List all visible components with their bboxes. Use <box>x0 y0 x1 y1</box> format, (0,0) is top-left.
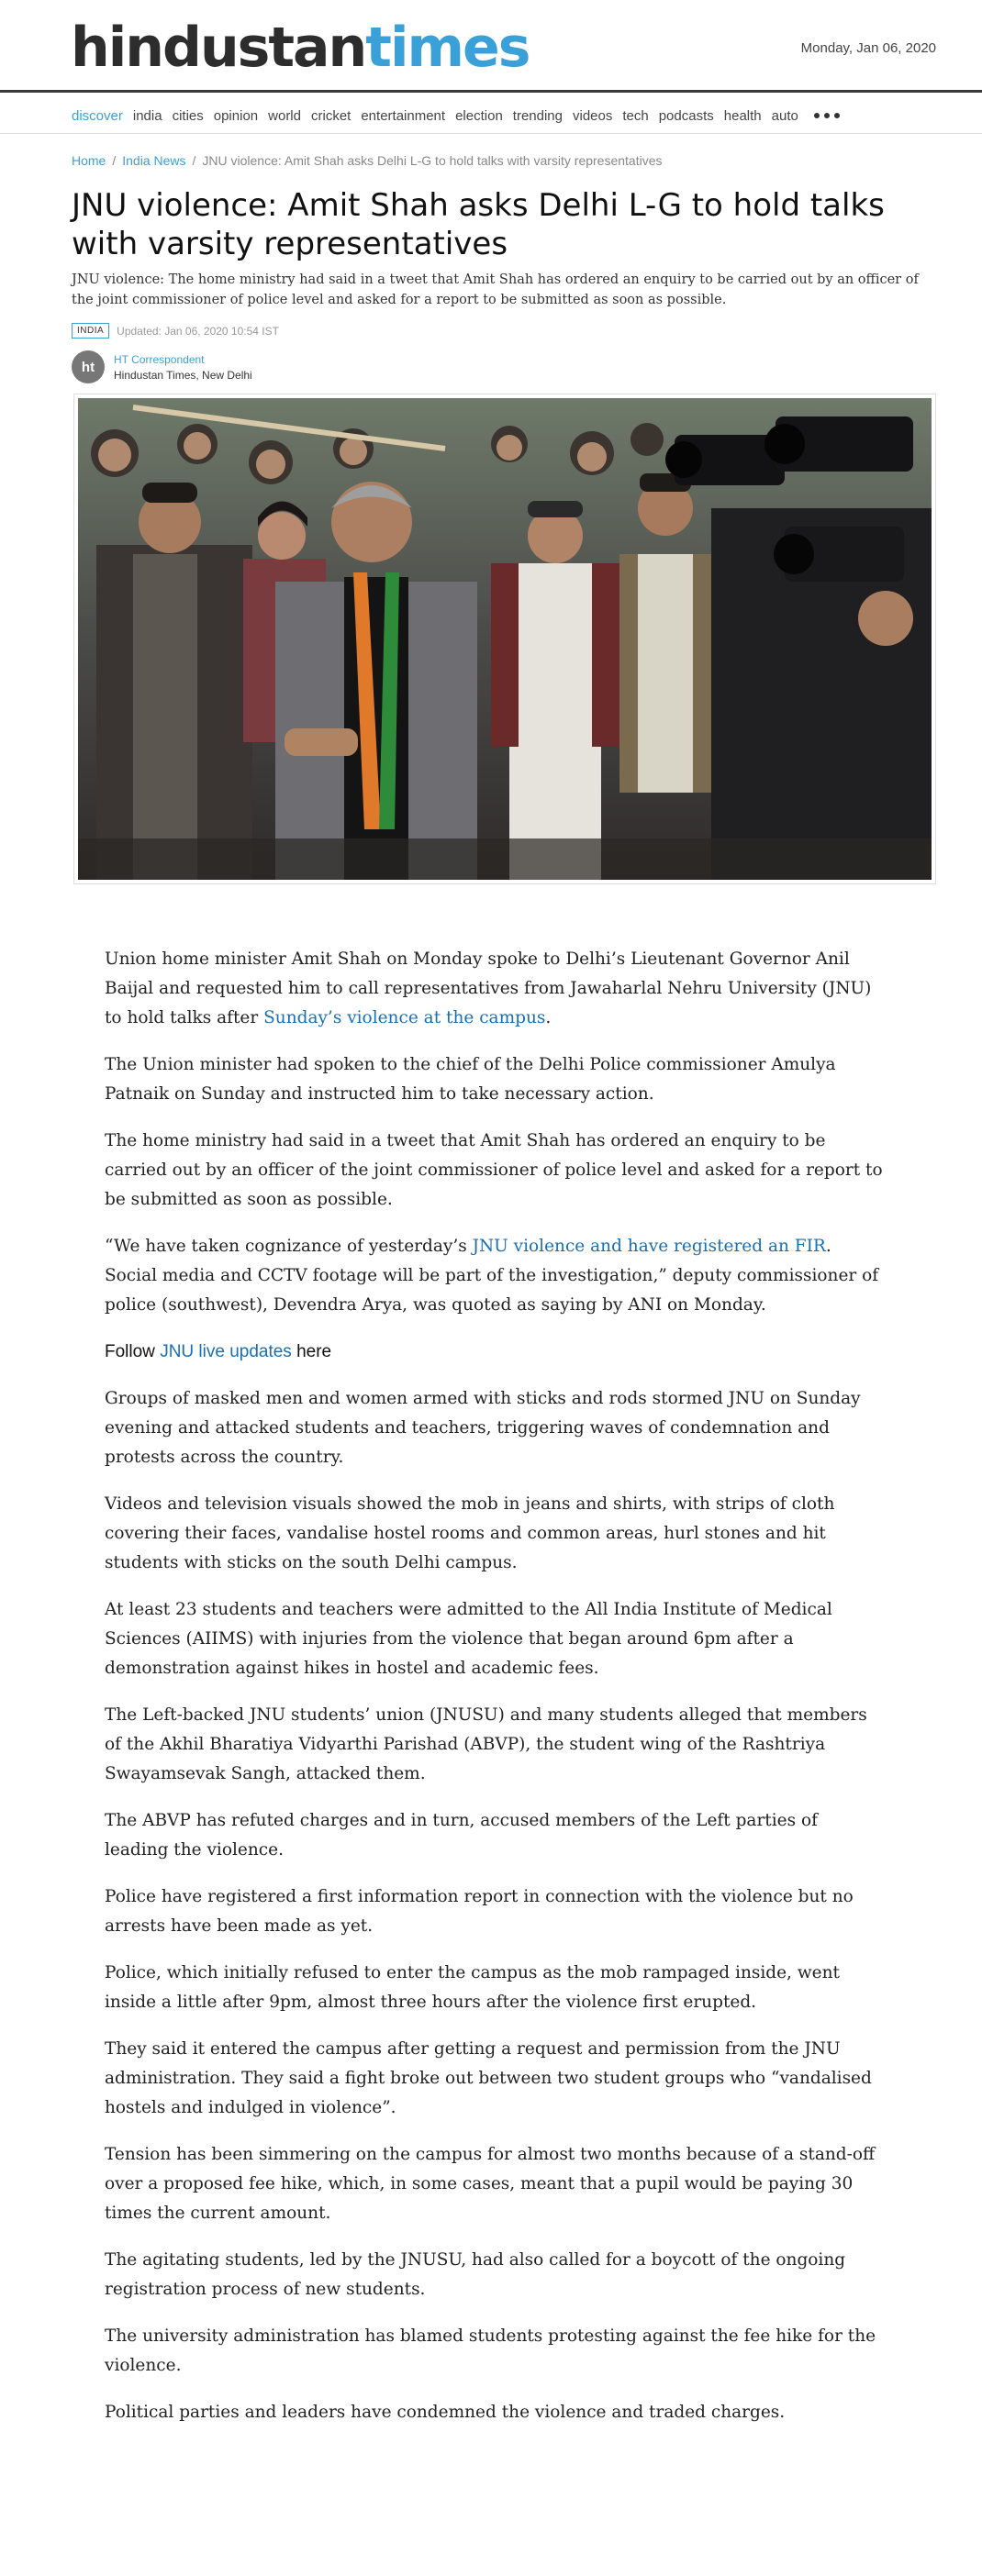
article-summary: JNU violence: The home ministry had said in a tweet that Amit Shah has ordered an enquiry to be carried out by an officer of the joint commissioner of police level and asked for a report to be submitted as soon as possible. <box>72 272 919 307</box>
nav-item-cricket[interactable]: cricket <box>311 107 352 124</box>
breadcrumb-home[interactable]: Home <box>72 153 106 168</box>
follow-live-updates: Follow JNU live updates here <box>105 1342 332 1361</box>
breadcrumb-separator: / <box>192 153 196 168</box>
inline-link-fir[interactable]: JNU violence and have registered an FIR <box>472 1237 826 1256</box>
site-logo[interactable] <box>71 16 530 80</box>
paragraph: Political parties and leaders have condemned the violence and traded charges. <box>105 2403 786 2422</box>
article-photo <box>73 394 936 884</box>
nav-item-world[interactable]: world <box>268 107 301 124</box>
paragraph: Videos and television visuals showed the mob in jeans and shirts, with strips of cloth covering their faces, vandalise hostel rooms and common areas, hurl stones and hit students with sticks on the south Delhi campus. <box>105 1494 835 1572</box>
inline-link-live-updates[interactable]: JNU live updates <box>160 1342 292 1361</box>
paragraph: Police, which initially refused to enter the campus as the mob rampaged inside, went inside a little after 9pm, almost three hours after the violence first erupted. <box>105 1963 840 2012</box>
nav-item-trending[interactable]: trending <box>512 107 563 124</box>
nav-item-election[interactable]: election <box>455 107 503 124</box>
paragraph: “We have taken cognizance of yesterday’s JNU violence and have registered an FIR. Social media and CCTV footage will be part of the investigation,” deputy commissioner of police (southwest), Devendra Arya, was quoted as saying by ANI on Monday. <box>105 1237 879 1315</box>
nav-item-opinion[interactable]: opinion <box>213 107 259 124</box>
nav-item-india[interactable]: india <box>132 107 162 124</box>
site-header <box>0 0 982 93</box>
paragraph: Groups of masked men and women armed with sticks and rods stormed JNU on Sunday evening and attacked students and teachers, triggering waves of condemnation and protests across the country. <box>105 1389 861 1467</box>
nav-item-auto[interactable]: auto <box>771 107 798 124</box>
breadcrumb <box>72 153 663 168</box>
paragraph: The home ministry had said in a tweet that Amit Shah has ordered an enquiry to be carried out by an officer of the joint commissioner of police level and asked for a report to be submitted as soon as possible. <box>105 1131 883 1209</box>
nav-item-podcasts[interactable]: podcasts <box>658 107 714 124</box>
paragraph: The agitating students, led by the JNUSU, had also called for a boycott of the ongoing registration process of new students. <box>105 2250 846 2299</box>
breadcrumb-current: JNU violence: Amit Shah asks Delhi L-G to hold talks with varsity representatives <box>202 153 663 168</box>
logo-part-times: times <box>365 16 530 80</box>
article-headline: JNU violence: Amit Shah asks Delhi L-G to hold talks with varsity representatives <box>72 187 885 262</box>
paragraph: The university administration has blamed students protesting against the fee hike for the violence. <box>105 2326 876 2375</box>
nav-item-discover[interactable]: discover <box>72 107 123 124</box>
author-location: Hindustan Times, New Delhi <box>114 368 252 382</box>
paragraph: The Union minister had spoken to the chief of the Delhi Police commissioner Amulya Patnaik on Sunday and instructed him to take necessary action. <box>105 1055 836 1104</box>
paragraph: Union home minister Amit Shah on Monday spoke to Delhi’s Lieutenant Governor Anil Baijal and requested him to call representatives from Jawaharlal Nehru University (JNU) to hold talks after Sunday’s violence at the campus. <box>105 949 872 1027</box>
nav-item-videos[interactable]: videos <box>573 107 613 124</box>
paragraph: The ABVP has refuted charges and in turn, accused members of the Left parties of leading the violence. <box>105 1811 818 1860</box>
nav-item-cities[interactable]: cities <box>172 107 204 124</box>
header-date: Monday, Jan 06, 2020 <box>800 40 936 56</box>
author-name[interactable]: HT Correspondent <box>114 352 205 366</box>
breadcrumb-separator: / <box>112 153 117 168</box>
section-tag[interactable]: INDIA <box>72 323 109 339</box>
paragraph: The Left-backed JNU students’ union (JNUSU) and many students alleged that members of the Akhil Bharatiya Vidyarthi Parishad (ABVP), the student wing of the Rashtriya Swayamsevak Sangh, attacked them. <box>105 1705 867 1783</box>
logo-part-hindustan: hindustan <box>71 16 366 80</box>
nav-item-health[interactable]: health <box>723 107 762 124</box>
updated-timestamp: Updated: Jan 06, 2020 10:54 IST <box>117 324 279 338</box>
crowd-photo-illustration <box>78 398 932 880</box>
paragraph: At least 23 students and teachers were admitted to the All India Institute of Medical Sciences (AIIMS) with injuries from the violence that began around 6pm after a demonstration against hikes in hostel and academic fees. <box>105 1600 832 1678</box>
paragraph: Police have registered a first information report in connection with the violence but no arrests have been made as yet. <box>105 1887 854 1936</box>
nav-item-entertainment[interactable]: entertainment <box>361 107 446 124</box>
inline-link-sunday-violence[interactable]: Sunday’s violence at the campus <box>263 1008 546 1027</box>
article-meta <box>72 323 279 339</box>
main-nav <box>72 99 840 132</box>
breadcrumb-section[interactable]: India News <box>122 153 186 168</box>
author-avatar: ht <box>72 350 105 383</box>
author-byline <box>72 350 252 383</box>
article-body <box>105 945 885 2445</box>
nav-item-tech[interactable]: tech <box>622 107 649 124</box>
nav-divider <box>0 133 982 134</box>
paragraph: They said it entered the campus after getting a request and permission from the JNU administration. They said a fight broke out between two student groups who “vandalised hostels and indulged in violence”. <box>105 2039 872 2117</box>
more-menu-icon[interactable] <box>814 113 840 118</box>
paragraph: Tension has been simmering on the campus for almost two months because of a stand-off over a proposed fee hike, which, in some cases, meant that a pupil would be paying 30 times the current amount. <box>105 2145 876 2223</box>
